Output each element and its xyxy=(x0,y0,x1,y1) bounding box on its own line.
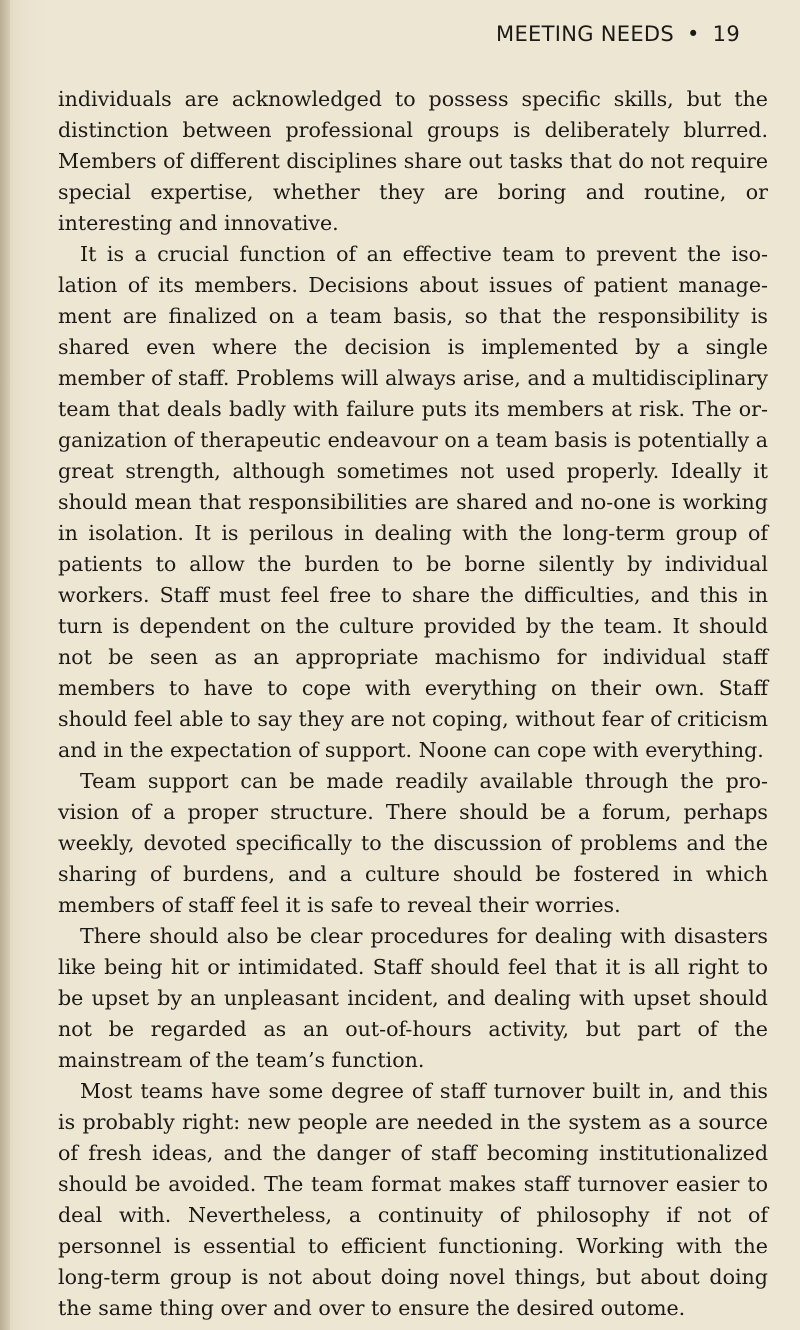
paragraph-3: Team support can be made readily available through the provision of a proper structure. There should be a forum, perhaps weekly, devoted specifically to the discussion of problems and the sharing of burdens, and a culture should be fostered in which members of staff feel it is safe to reveal their worries. xyxy=(58,769,768,917)
paragraph-2: It is a crucial function of an effective team to prevent the isolation of its members. Decisions about issues of patient management are finalized on a team basis, so that the responsibility is shared even where the decision is implemented by a single member of staff. Problems will always arise, and a multidisciplinary team that deals badly with failure puts its members at risk. The organization of therapeutic endeavour on a team basis is potentially a great strength, although sometimes not used properly. Ideally it should mean that responsibilities are shared and no-one is working in isolation. It is perilous in dealing with the long-term group of patients to allow the burden to be borne silently by individual workers. Staff must feel free to share the difficulties, and this in turn is dependent on the culture provided by the team. It should not be seen as an appropriate machismo for individual staff members to have to cope with everything on their own. Staff should feel able to say they are not coping, without fear of criticism and in the expectation of support. Noone can cope with everything. xyxy=(58,242,768,762)
running-header xyxy=(496,22,740,46)
header-separator: • xyxy=(687,22,700,46)
page-number: 19 xyxy=(712,22,740,46)
running-title: MEETING NEEDS xyxy=(496,22,675,46)
page-spine-shadow xyxy=(0,0,10,1330)
paragraph-5: Most teams have some degree of staff turnover built in, and this is probably right: new people are needed in the system as a source of fresh ideas, and the danger of staff becoming institutionalized should be avoided. The team format makes staff turnover easier to deal with. Nevertheless, a continuity of philosophy if not of personnel is essential to efficient functioning. Working with the long-term group is not about doing novel things, but about doing the same thing over and over to ensure the desired outome. xyxy=(58,1079,768,1320)
body-text xyxy=(58,84,768,1324)
paragraph-4: There should also be clear procedures for dealing with disasters like being hit or intimidated. Staff should feel that it is all right to be upset by an unpleasant incident, and dealing with upset should not be regarded as an out-of-hours activity, but part of the mainstream of the team’s function. xyxy=(58,924,768,1072)
paragraph-1: individuals are acknowledged to possess specific skills, but the distinction between professional groups is deliberately blurred. Members of different disciplines share out tasks that do not require special expertise, whether they are boring and routine, or interesting and innovative. xyxy=(58,87,769,235)
